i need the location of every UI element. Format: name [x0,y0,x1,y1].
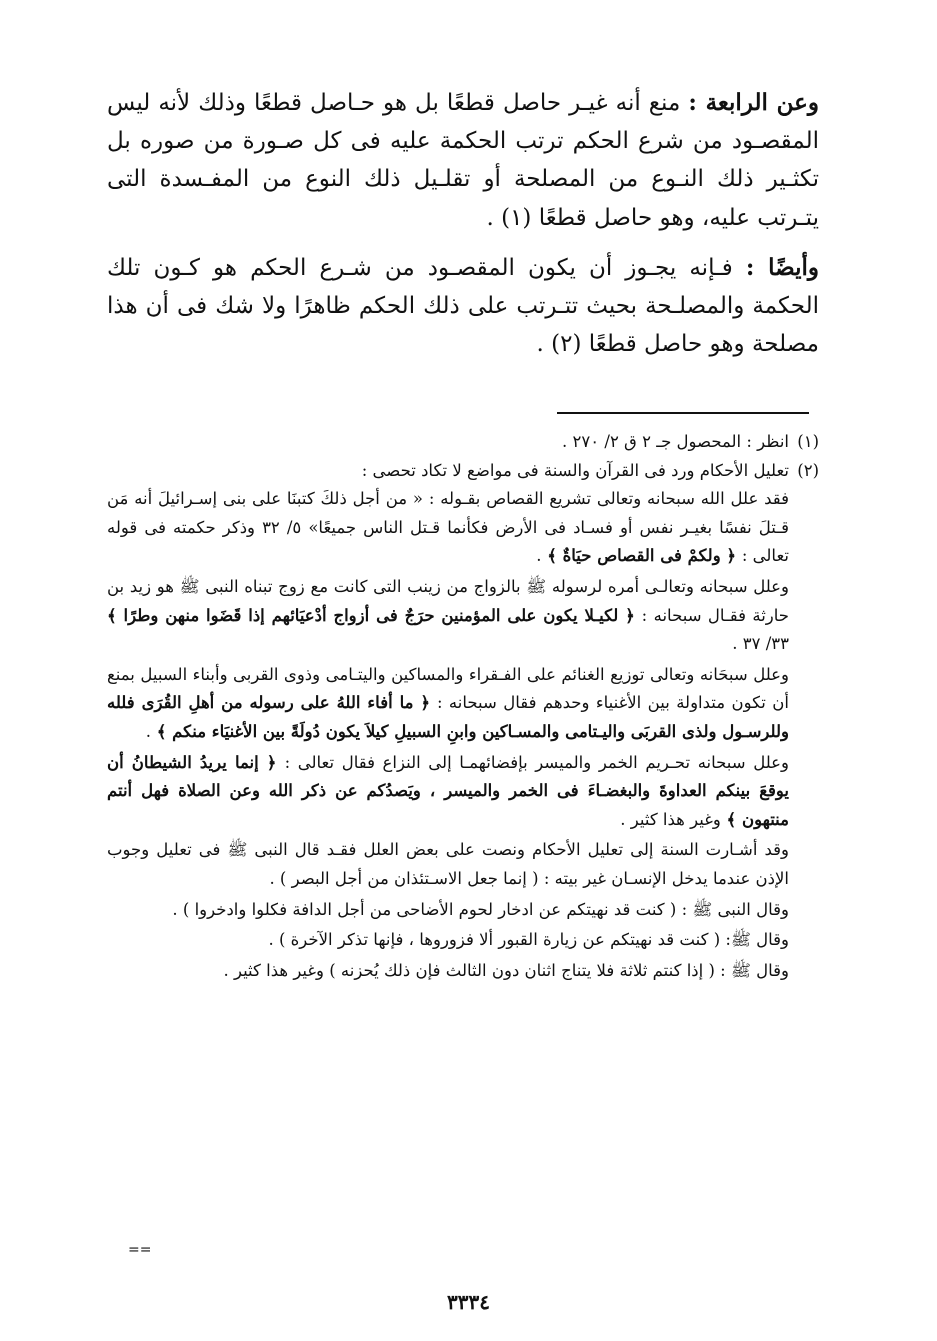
footnote-paragraph-najwa: وقال ﷺ : ( إذا كنتم ثلاثة فلا يتناج اثنان دون الثالث فإن ذلك يُحزنه ) وغير هذا كثير . [223,960,789,980]
footnotes [107,428,819,987]
footnote-paragraph-khamr-end: وغير هذا كثير . [620,809,721,829]
quran-quote-qisas: ﴿ ولكمْ فى القصاص حيَاةٌ ﴾ [541,546,742,566]
footnote-1 [107,428,819,457]
footnote-2-body [107,485,819,985]
footnote-paragraph-ghanaim-text: وعلل سبحَانه وتعالى توزيع الغنائم على الفـقراء والمساكين واليتـامى وذوى القربى وأبناء السبيل بمنع أن تكون متداولة بين الأغنياء وحدهم فقال سبحانه : [107,664,789,713]
continuation-mark: == [128,1242,152,1258]
footnote-paragraph-adahi: وقال النبى ﷺ : ( كنت قد نهيتكم عن ادخار لحوم الأضاحى من أجل الدافة فكلوا وادخروا ) . [172,899,789,919]
footnote-paragraph-ghanaim-end: . [145,721,151,741]
footnote-paragraph-ghanaim [107,661,789,747]
paragraph-1 [107,84,819,237]
paragraph-2-body: فـإنه يجـوز أن يكون المقصـود من شـرع الحكم هو كـون تلك الحكمة والمصلـحة بحيث تتـرتب على ذلك الحكم ظاهرًا ولا شك فى أن هذا مصلحة وهو حاصل قطعًا (٢) . [107,254,819,358]
footnote-2-number: (٢) [797,460,819,480]
footnote-paragraph-qisas-end: . [536,546,542,566]
quran-quote-zaynab: ﴿ لكيـلا يكون على المؤمنين حرَجٌ فى أزواج أدْعيَائهم إذا قَضَوا منهن وطرًا ﴾ [107,605,642,625]
paragraph-1-lead: وعن الرابعة : [688,89,819,116]
footnote-1-text: انظر : المحصول جـ ٢ ق ٢/ ٢٧٠ . [562,432,789,451]
footnote-2-text: تعليل الأحكام ورد فى القرآن والسنة فى مواضع لا تكاد تحصى : [361,460,789,480]
paragraph-2-lead: وأيضًا : [745,253,819,281]
paragraph-1-body: منع أنه غيـر حاصل قطعًا بل هو حـاصل قطعًا وذلك لأنه ليس المقصـود من شرع الحكم ترتب الحكمة عليه فى كل صـورة من صوره بل تكثـير ذلك النـوع من المصلحة أو تقلـيل ذلك النوع من المفـسدة التى يتـرتب عليه، وهو حاصل قطعًا (١) . [107,90,819,231]
main-text [107,84,819,375]
quran-quote-ghanaim: ﴿ ما أفاء اللهُ على رسوله من أهلِ القُرَى فلله وللرسـول ولذى القربَى واليـتامى والمسـاكين وابنِ السبيلِ كيلاَ يكون دُولَةً بين الأغنيَاء منكم ﴾ [107,693,789,741]
paragraph-2 [107,249,819,364]
page-number: ٣٣٣٤ [447,1290,490,1314]
footnote-paragraph-qisas [107,485,789,571]
footnote-paragraph-zaynab-text: وعلل سبحانه وتعالـى أمره لرسوله ﷺ بالزواج من زينب التى كانت مع زوج تبناه النبى ﷺ هو زيد بن حارثة فقـال سبحانه : [107,576,789,625]
footnote-1-number: (١) [797,432,819,451]
footnote-2 [107,457,819,486]
footnote-paragraph-qisas-text: فقد علل الله سبحانه وتعالى تشريع القصاص بقـوله : « من أجل ذلكَ كتبنَا على بنى إسـرائيلَ أنه مَن قـتلَ نفسًا بغيـر نفس أو فسـاد فى الأرض فكأنما قـتل الناس جميعًا» ٥/ ٣٢ وذكر حكمته فى قوله تعالى : [107,489,790,566]
quran-quote-khamr: ﴿ إنما يريدُ الشيطانُ أن يوقعَ بينكم العداوةَ والبغضـاءَ فى الخمر والميسر ، ويَصدُكم عن ذكر الله وعن الصلاة فهل أنتم منتهون ﴾ [107,752,789,829]
footnote-paragraph-zaynab [107,573,789,659]
footnote-paragraph-qubur: وقال ﷺ: ( كنت قد نهيتكم عن زيارة القبور ألا فزوروها ، فإنها تذكر الآخرة ) . [268,930,789,950]
footnote-paragraph-khamr-text: وعلل سبحانه تحـريم الخمر والميسر بإفضائهمـا إلى النزاع فقال تعالى : [284,752,789,772]
footnote-separator [557,412,809,414]
footnote-paragraph-zaynab-end: ٣٣/ ٣٧ . [732,634,789,654]
footnote-paragraph-khamr [107,749,789,835]
footnote-paragraph-istidhan: وقد أشـارت السنة إلى تعليل الأحكام ونصت على بعض العلل فقـد قال النبى ﷺ فى تعليل وجوب الإذن عندما يدخل الإنسـان غير بيته : ( إنما جعل الاسـتئذان من أجل البصر ) . [107,840,789,888]
